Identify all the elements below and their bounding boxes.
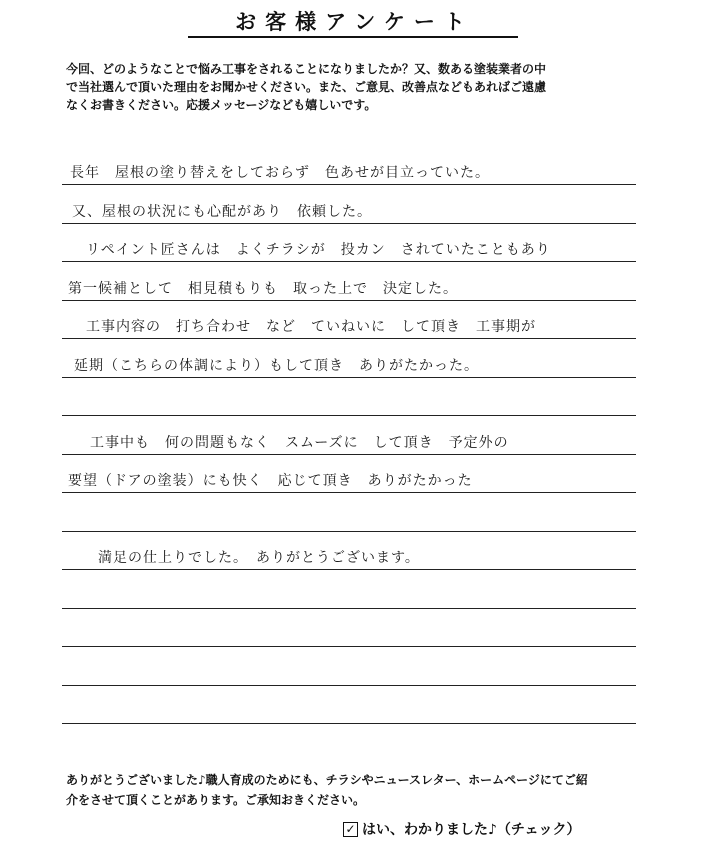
ruled-line xyxy=(62,608,636,609)
answer-line: 延期（こちらの体調により）もして頂き ありがたかった。 xyxy=(74,357,479,374)
ruled-line xyxy=(62,261,636,262)
ruled-line xyxy=(62,300,636,301)
ruled-line xyxy=(62,415,636,416)
answer-line: 工事中も 何の問題もなく スムーズに して頂き 予定外の xyxy=(90,434,509,451)
ruled-line xyxy=(62,454,636,455)
intro-text xyxy=(66,60,666,114)
answer-line: 満足の仕上りでした。 ありがとうございます。 xyxy=(98,550,420,566)
checkbox-icon[interactable]: ✓ xyxy=(343,822,358,837)
ruled-line xyxy=(62,646,636,647)
answer-line: リペイント匠さんは よくチラシが 投カン されていたこともあり xyxy=(86,242,551,258)
answer-area xyxy=(62,154,636,764)
ruled-line xyxy=(62,569,636,570)
survey-title: お客様アンケート xyxy=(235,10,474,34)
consent-label: はい、わかりました♪（チェック） xyxy=(362,822,581,838)
ruled-line xyxy=(62,377,636,378)
answer-line: 要望（ドアの塗装）にも快く 応じて頂き ありがたかった xyxy=(68,473,473,489)
consent-check[interactable] xyxy=(343,819,581,839)
footer-line: 介をさせて頂くことがあります。ご承知おきください。 xyxy=(66,793,366,807)
footer-line: ありがとうございました♪職人育成のためにも、チラシやニュースレター、ホームページにてご紹 xyxy=(66,773,588,787)
ruled-line xyxy=(62,338,636,339)
intro-line: 今回、どのようなことで悩み工事をされることになりましたか？又、数ある塗装業者の中 xyxy=(66,62,547,76)
ruled-line xyxy=(62,223,636,224)
answer-line: 第一候補として 相見積もりも 取った上で 決定した。 xyxy=(68,280,458,297)
ruled-line xyxy=(62,492,636,493)
answer-line: 長年 屋根の塗り替えをしておらず 色あせが目立っていた。 xyxy=(70,165,490,181)
ruled-line xyxy=(62,531,636,532)
answer-line: 又、屋根の状況にも心配があり 依頼した。 xyxy=(72,203,372,220)
ruled-line xyxy=(62,723,636,724)
ruled-line xyxy=(62,184,636,185)
ruled-line xyxy=(62,685,636,686)
footer-notice xyxy=(66,770,666,810)
answer-line: 工事内容の 打ち合わせ など ていねいに して頂き 工事期が xyxy=(86,319,536,335)
intro-line: なくお書きください。応援メッセージなども嬉しいです。 xyxy=(66,98,377,112)
title-underline xyxy=(188,36,518,38)
intro-line: で当社選んで頂いた理由をお聞かせください。また、ご意見、改善点などもあればご遠慮 xyxy=(66,80,547,94)
